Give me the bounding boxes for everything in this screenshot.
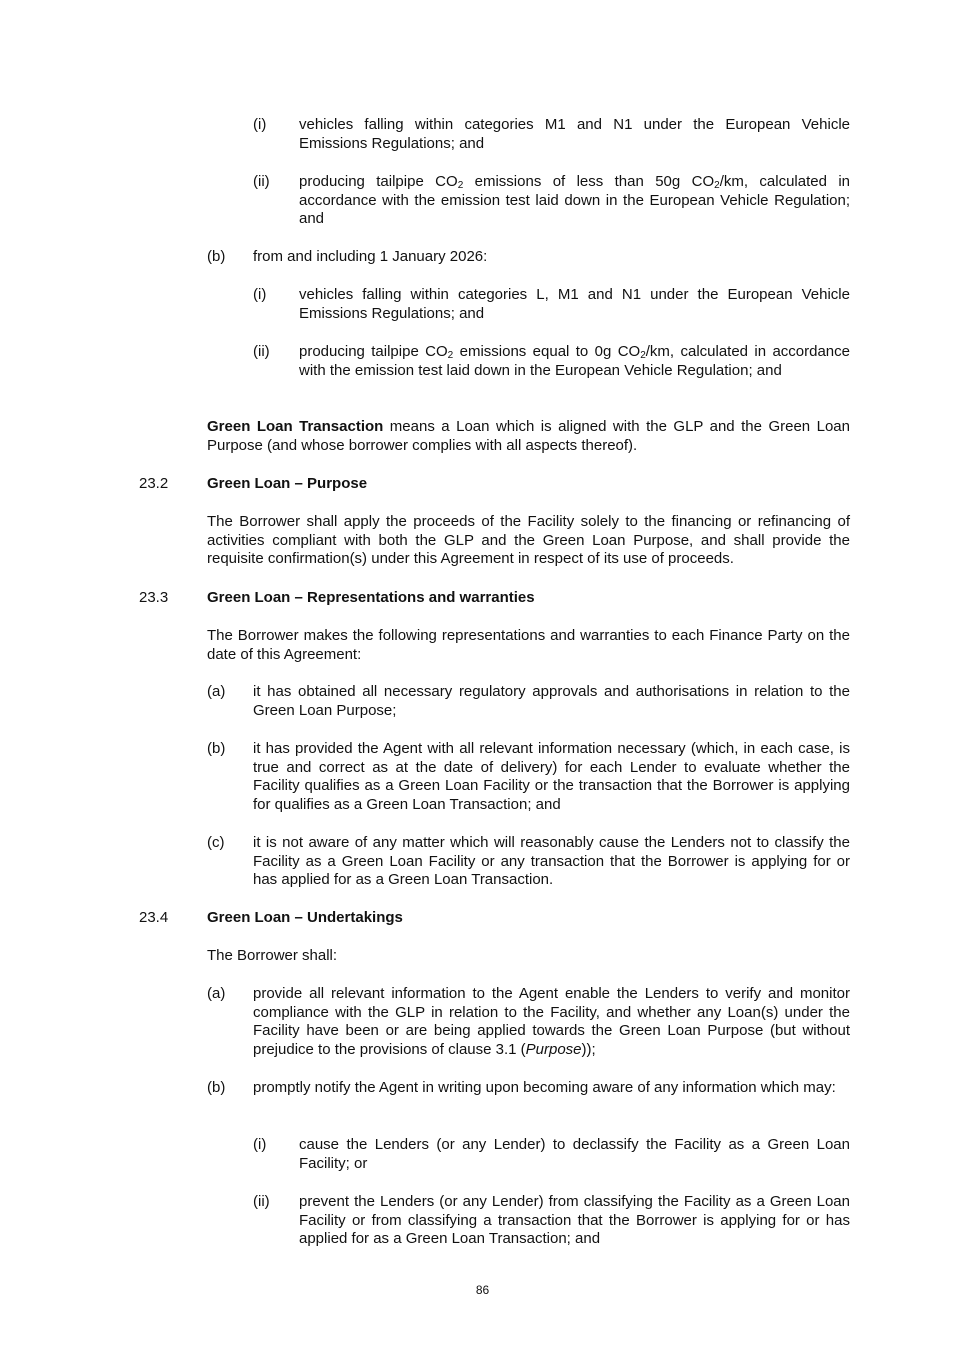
list-item-label: (ii)	[253, 343, 270, 360]
section-title: Green Loan – Undertakings	[207, 909, 403, 926]
section-body: The Borrower shall apply the proceeds of the Facility solely to the financing or refinancing of activities compliant with both the GLP and the Green Loan Purpose, and shall provide the requisite confirmation(s) under this Agreement in respect of its use of proceeds.	[207, 513, 850, 567]
list-item-text: promptly notify the Agent in writing upon becoming aware of any information which may:	[253, 1079, 836, 1096]
section-number: 23.2	[139, 475, 169, 492]
list-item-label: (i)	[253, 116, 267, 133]
list-item-text: from and including 1 January 2026:	[253, 248, 488, 265]
list-item-label: (i)	[253, 286, 267, 303]
definition-paragraph: Green Loan Transaction means a Loan which is aligned with the GLP and the Green Loan Purpose (and whose borrower complies with all aspects thereof).	[207, 418, 850, 454]
list-item-text: provide all relevant information to the Agent enable the Lenders to verify and monitor compliance with the GLP in relation to the Facility, and whether any Loan(s) under the Facility have been or are being applied towards the Green Loan Purpose (but without prejudice to the provisions of clause 3.1 (Purpose));	[253, 985, 850, 1058]
section-number: 23.4	[139, 909, 169, 926]
list-item-label: (ii)	[253, 1193, 270, 1210]
list-item-label: (a)	[207, 985, 226, 1002]
list-item-text: it is not aware of any matter which will reasonably cause the Lenders not to classify the Facility as a Green Loan Facility or any transaction that the Borrower is applying for or has applied for as a Green Loan Transaction.	[253, 834, 850, 888]
list-item-label: (c)	[207, 834, 225, 851]
page-number: 86	[475, 1283, 490, 1297]
section-intro: The Borrower shall:	[207, 947, 338, 964]
defined-term: Green Loan Transaction	[207, 418, 384, 435]
list-item-text: vehicles falling within categories L, M1 and N1 under the European Vehicle Emissions Regulations; and	[299, 286, 850, 322]
list-item-label: (b)	[207, 248, 226, 265]
section-title: Green Loan – Representations and warranties	[207, 589, 535, 606]
list-item-text: it has obtained all necessary regulatory approvals and authorisations in relation to the Green Loan Purpose;	[253, 683, 850, 719]
list-item-label: (a)	[207, 683, 226, 700]
list-item-label: (b)	[207, 1079, 226, 1096]
list-item-text: it has provided the Agent with all relevant information necessary (which, in each case, is true and correct as at the date of delivery) for each Lender to evaluate whether the Facility qualifies as a Green Loan Facility or the transaction that the Borrower is applying for qualifies as a Green Loan Transaction; and	[253, 740, 850, 813]
list-item-text: prevent the Lenders (or any Lender) from classifying the Facility as a Green Loan Facility or from classifying a transaction that the Borrower is applying for or has applied for as a Green Loan Transaction; and	[299, 1193, 850, 1247]
list-item-text: producing tailpipe $CO_2$ emissions equal to 0g $CO_2/km$, calculated in accordance with the emission test laid down in the European Vehicle Regulation; and	[299, 343, 850, 379]
list-item-text: cause the Lenders (or any Lender) to declassify the Facility as a Green Loan Facility; or	[299, 1136, 850, 1172]
list-item-text: producing tailpipe $CO_2$ emissions of less than 50g $CO_2/km$, calculated in accordance with the emission test laid down in the European Vehicle Regulation; and	[299, 173, 850, 227]
section-intro: The Borrower makes the following representations and warranties to each Finance Party on the date of this Agreement:	[207, 627, 850, 663]
list-item-label: (i)	[253, 1136, 267, 1153]
list-item-text: vehicles falling within categories M1 and N1 under the European Vehicle Emissions Regulations; and	[299, 116, 850, 152]
section-number: 23.3	[139, 589, 169, 606]
list-item-label: (ii)	[253, 173, 270, 190]
section-title: Green Loan – Purpose	[207, 475, 368, 492]
list-item-label: (b)	[207, 740, 226, 757]
